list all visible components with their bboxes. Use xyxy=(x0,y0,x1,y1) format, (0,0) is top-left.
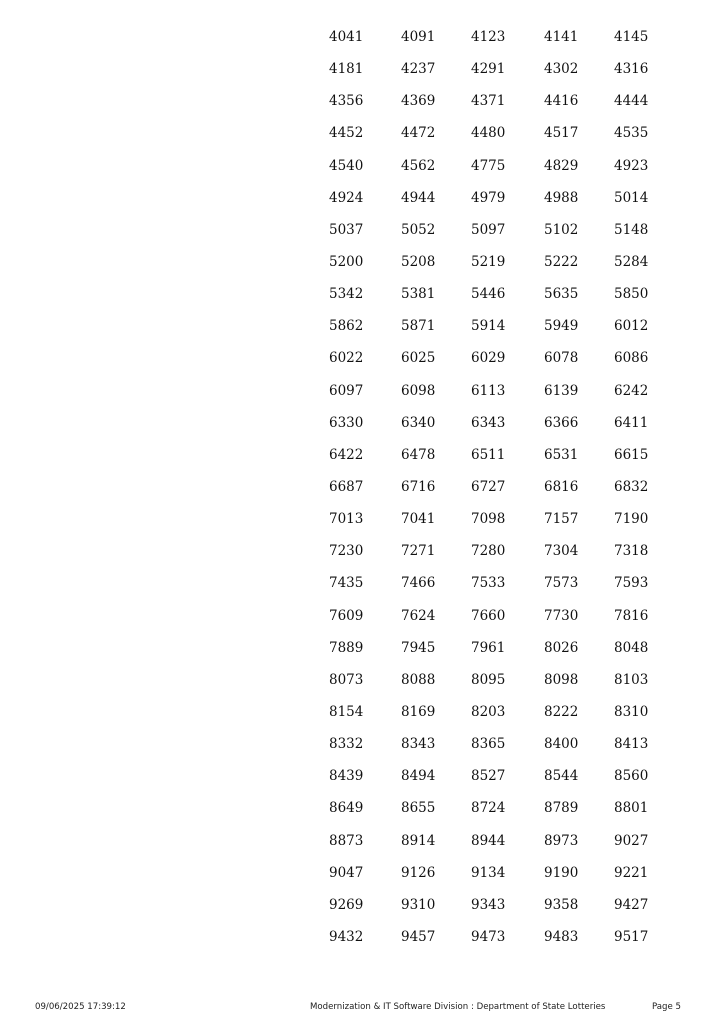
number-cell: 7098 xyxy=(471,511,506,528)
number-cell: 8400 xyxy=(544,736,579,753)
number-row xyxy=(0,664,724,696)
number-cell: 4356 xyxy=(329,93,364,110)
number-cell: 4181 xyxy=(329,61,364,78)
number-cell: 4540 xyxy=(329,157,364,174)
number-cell: 6531 xyxy=(544,446,579,463)
number-cell: 8494 xyxy=(401,768,436,785)
number-cell: 4944 xyxy=(401,189,436,206)
number-cell: 9427 xyxy=(614,896,649,913)
number-row xyxy=(0,278,724,310)
number-cell: 6340 xyxy=(401,414,436,431)
number-cell: 9221 xyxy=(614,864,649,881)
number-cell: 9473 xyxy=(471,928,506,945)
number-cell: 4141 xyxy=(544,29,579,45)
number-cell: 5850 xyxy=(614,286,649,303)
number-cell: 7435 xyxy=(329,575,364,592)
number-cell: 8560 xyxy=(614,768,649,785)
number-cell: 5862 xyxy=(329,318,364,335)
number-cell: 8343 xyxy=(401,736,436,753)
number-row xyxy=(0,503,724,535)
number-cell: 7533 xyxy=(471,575,506,592)
number-cell: 8789 xyxy=(544,800,579,817)
number-cell: 7945 xyxy=(401,639,436,656)
number-cell: 8026 xyxy=(544,639,579,656)
number-cell: 4369 xyxy=(401,93,436,110)
number-cell: 4316 xyxy=(614,61,649,78)
number-cell: 7041 xyxy=(401,511,436,528)
number-row xyxy=(0,535,724,567)
number-cell: 6687 xyxy=(329,478,364,495)
number-row xyxy=(0,342,724,374)
number-cell: 4123 xyxy=(471,29,506,45)
number-cell: 8169 xyxy=(401,703,436,720)
number-cell: 4371 xyxy=(471,93,506,110)
number-cell: 8088 xyxy=(401,671,436,688)
number-row xyxy=(0,182,724,214)
number-cell: 8527 xyxy=(471,768,506,785)
number-cell: 8649 xyxy=(329,800,364,817)
number-cell: 7230 xyxy=(329,543,364,560)
number-cell: 9190 xyxy=(544,864,579,881)
number-cell: 4237 xyxy=(401,61,436,78)
number-cell: 4291 xyxy=(471,61,506,78)
number-cell: 5635 xyxy=(544,286,579,303)
number-cell: 4924 xyxy=(329,189,364,206)
number-cell: 9517 xyxy=(614,928,649,945)
number-cell: 9483 xyxy=(544,928,579,945)
number-row xyxy=(0,825,724,857)
number-row xyxy=(0,632,724,664)
number-cell: 9269 xyxy=(329,896,364,913)
number-cell: 6025 xyxy=(401,350,436,367)
number-row xyxy=(0,792,724,824)
number-cell: 8655 xyxy=(401,800,436,817)
number-cell: 7624 xyxy=(401,607,436,624)
number-cell: 6012 xyxy=(614,318,649,335)
number-cell: 8048 xyxy=(614,639,649,656)
number-cell: 8873 xyxy=(329,832,364,849)
number-cell: 7318 xyxy=(614,543,649,560)
number-cell: 8103 xyxy=(614,671,649,688)
number-cell: 6098 xyxy=(401,382,436,399)
number-cell: 4041 xyxy=(329,29,364,45)
number-cell: 5102 xyxy=(544,221,579,238)
number-cell: 4416 xyxy=(544,93,579,110)
number-cell: 9457 xyxy=(401,928,436,945)
number-cell: 9358 xyxy=(544,896,579,913)
number-cell: 9343 xyxy=(471,896,506,913)
number-row xyxy=(0,600,724,632)
number-cell: 4444 xyxy=(614,93,649,110)
number-cell: 6716 xyxy=(401,478,436,495)
number-cell: 4535 xyxy=(614,125,649,142)
number-row xyxy=(0,567,724,599)
number-cell: 7271 xyxy=(401,543,436,560)
number-cell: 7157 xyxy=(544,511,579,528)
number-row xyxy=(0,21,724,53)
number-cell: 7593 xyxy=(614,575,649,592)
number-row xyxy=(0,150,724,182)
number-row xyxy=(0,439,724,471)
number-cell: 6411 xyxy=(614,414,649,431)
number-cell: 8724 xyxy=(471,800,506,817)
number-row xyxy=(0,889,724,921)
number-cell: 8801 xyxy=(614,800,649,817)
footer-division-name: Modernization & IT Software Division : Department of State Lotteries xyxy=(310,1002,606,1012)
number-cell: 8095 xyxy=(471,671,506,688)
number-cell: 4829 xyxy=(544,157,579,174)
number-cell: 9047 xyxy=(329,864,364,881)
number-cell: 9310 xyxy=(401,896,436,913)
number-cell: 6029 xyxy=(471,350,506,367)
number-cell: 7304 xyxy=(544,543,579,560)
number-cell: 6615 xyxy=(614,446,649,463)
number-cell: 6113 xyxy=(471,382,506,399)
number-cell: 8914 xyxy=(401,832,436,849)
number-cell: 4480 xyxy=(471,125,506,142)
number-row xyxy=(0,407,724,439)
number-row xyxy=(0,728,724,760)
number-row xyxy=(0,857,724,889)
number-cell: 7280 xyxy=(471,543,506,560)
number-row xyxy=(0,921,724,953)
number-cell: 5037 xyxy=(329,221,364,238)
number-cell: 9134 xyxy=(471,864,506,881)
number-cell: 8365 xyxy=(471,736,506,753)
number-cell: 4452 xyxy=(329,125,364,142)
number-cell: 8203 xyxy=(471,703,506,720)
number-cell: 5148 xyxy=(614,221,649,238)
number-cell: 5284 xyxy=(614,253,649,270)
number-cell: 8222 xyxy=(544,703,579,720)
number-cell: 5219 xyxy=(471,253,506,270)
number-row xyxy=(0,117,724,149)
number-cell: 4923 xyxy=(614,157,649,174)
number-row xyxy=(0,246,724,278)
number-cell: 4302 xyxy=(544,61,579,78)
number-cell: 9027 xyxy=(614,832,649,849)
number-cell: 6086 xyxy=(614,350,649,367)
number-row xyxy=(0,85,724,117)
number-cell: 6422 xyxy=(329,446,364,463)
number-cell: 7961 xyxy=(471,639,506,656)
number-cell: 6139 xyxy=(544,382,579,399)
number-row xyxy=(0,696,724,728)
number-cell: 5200 xyxy=(329,253,364,270)
number-cell: 5342 xyxy=(329,286,364,303)
number-cell: 4775 xyxy=(471,157,506,174)
number-cell: 5914 xyxy=(471,318,506,335)
number-cell: 6242 xyxy=(614,382,649,399)
winning-numbers-grid xyxy=(0,21,724,953)
number-cell: 7573 xyxy=(544,575,579,592)
number-cell: 5208 xyxy=(401,253,436,270)
number-cell: 5014 xyxy=(614,189,649,206)
number-row xyxy=(0,471,724,503)
number-cell: 4562 xyxy=(401,157,436,174)
number-cell: 8439 xyxy=(329,768,364,785)
footer-timestamp: 09/06/2025 17:39:12 xyxy=(35,1002,126,1012)
number-cell: 6832 xyxy=(614,478,649,495)
number-row xyxy=(0,760,724,792)
number-cell: 8098 xyxy=(544,671,579,688)
number-cell: 5222 xyxy=(544,253,579,270)
number-cell: 8944 xyxy=(471,832,506,849)
number-cell: 6727 xyxy=(471,478,506,495)
number-cell: 5446 xyxy=(471,286,506,303)
number-cell: 6366 xyxy=(544,414,579,431)
number-cell: 5381 xyxy=(401,286,436,303)
number-cell: 8413 xyxy=(614,736,649,753)
number-row xyxy=(0,310,724,342)
number-cell: 7466 xyxy=(401,575,436,592)
number-row xyxy=(0,214,724,246)
number-row xyxy=(0,375,724,407)
number-cell: 8310 xyxy=(614,703,649,720)
number-cell: 6097 xyxy=(329,382,364,399)
number-cell: 6511 xyxy=(471,446,506,463)
number-cell: 4091 xyxy=(401,29,436,45)
number-cell: 8154 xyxy=(329,703,364,720)
footer-page-number: Page 5 xyxy=(652,1002,682,1012)
number-cell: 5097 xyxy=(471,221,506,238)
number-cell: 7609 xyxy=(329,607,364,624)
number-cell: 4517 xyxy=(544,125,579,142)
number-row xyxy=(0,53,724,85)
number-cell: 5949 xyxy=(544,318,579,335)
number-cell: 6022 xyxy=(329,350,364,367)
number-cell: 4145 xyxy=(614,29,649,45)
number-cell: 7190 xyxy=(614,511,649,528)
number-cell: 6078 xyxy=(544,350,579,367)
number-cell: 4979 xyxy=(471,189,506,206)
number-cell: 7816 xyxy=(614,607,649,624)
number-cell: 6343 xyxy=(471,414,506,431)
number-cell: 8073 xyxy=(329,671,364,688)
number-cell: 7013 xyxy=(329,511,364,528)
number-cell: 9432 xyxy=(329,928,364,945)
number-cell: 7889 xyxy=(329,639,364,656)
number-cell: 4988 xyxy=(544,189,579,206)
number-cell: 4472 xyxy=(401,125,436,142)
number-cell: 6478 xyxy=(401,446,436,463)
number-cell: 6816 xyxy=(544,478,579,495)
number-cell: 5052 xyxy=(401,221,436,238)
page-footer xyxy=(0,1000,724,1014)
number-cell: 8544 xyxy=(544,768,579,785)
number-cell: 9126 xyxy=(401,864,436,881)
number-cell: 6330 xyxy=(329,414,364,431)
number-cell: 7660 xyxy=(471,607,506,624)
number-cell: 7730 xyxy=(544,607,579,624)
number-cell: 5871 xyxy=(401,318,436,335)
number-cell: 8332 xyxy=(329,736,364,753)
number-cell: 8973 xyxy=(544,832,579,849)
